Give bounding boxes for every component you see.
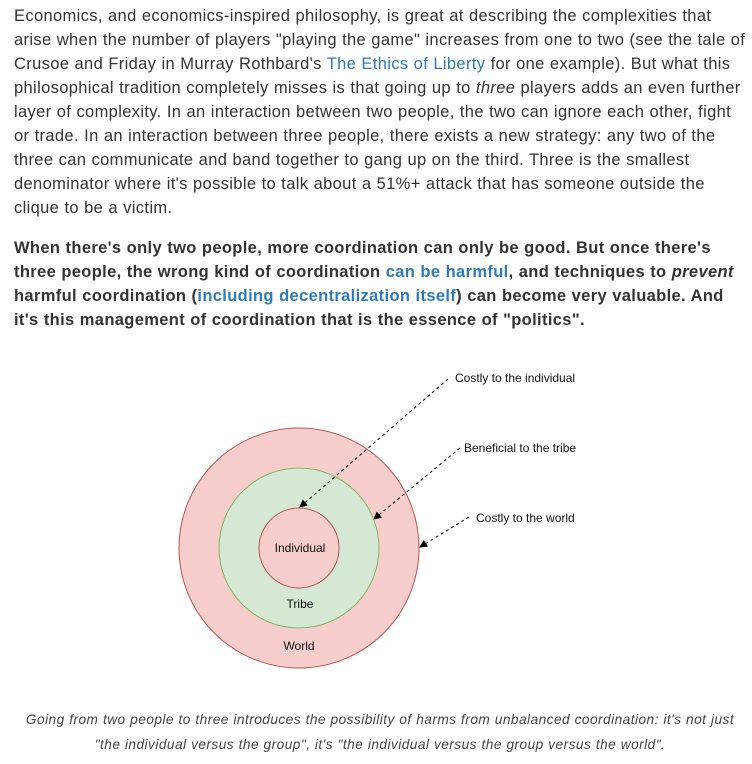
paragraph-2-text-a: When there's only two people, more coordination can only be good. But once there's three people, the wrong kind of coordination xyxy=(14,239,711,281)
can-be-harmful-link[interactable]: can be harmful xyxy=(385,263,509,281)
decentralization-link[interactable]: including decentralization itself xyxy=(197,287,457,305)
emphasis-three: three xyxy=(475,79,516,97)
world-label: World xyxy=(283,639,315,653)
costly-world-arrow xyxy=(420,517,469,547)
paragraph-1-text-a: Economics, and economics-inspired philosophy, is great at describing the complexities that arise when the number of players "playing the game" increases from one to two (see the tale of Crusoe and Friday in Murray Rothbard's xyxy=(14,7,746,73)
beneficial-tribe-annotation: Beneficial to the tribe xyxy=(464,441,577,455)
costly-world-annotation: Costly to the world xyxy=(476,511,575,525)
figure-caption: Going from two people to three introduces the possibility of harms from unbalanced coordination: it's not just "the individual versus the group", it's "the individual versus the group versus the world". xyxy=(25,712,735,752)
individual-label: Individual xyxy=(274,541,326,555)
tribe-label: Tribe xyxy=(286,597,314,611)
paragraph-1-text-b: for one example). But what this philosophical tradition completely misses is that going up to xyxy=(14,55,731,97)
emphasis-prevent: prevent xyxy=(671,263,734,281)
costly-individual-annotation: Costly to the individual xyxy=(455,371,576,385)
paragraph-2-text-b: , and techniques to xyxy=(508,263,672,281)
paragraph-2-text-c: harmful coordination ( xyxy=(14,287,198,305)
paragraph-2-text-d: ) can become very valuable. And it's this management of coordination that is the essence of "politics". xyxy=(14,287,724,329)
paragraph-1-text-c: players adds an even further layer of complexity. In an interaction between two people, the two can ignore each other, fight or trade. In an interaction between three people, there exists a new strategy: any two of the three can communicate and band together to gang up on the third. Three is the smallest denominator where it's possible to talk about a 51%+ attack that has someone outside the clique to be a victim. xyxy=(14,79,741,217)
ethics-of-liberty-link[interactable]: The Ethics of Liberty xyxy=(326,55,486,73)
